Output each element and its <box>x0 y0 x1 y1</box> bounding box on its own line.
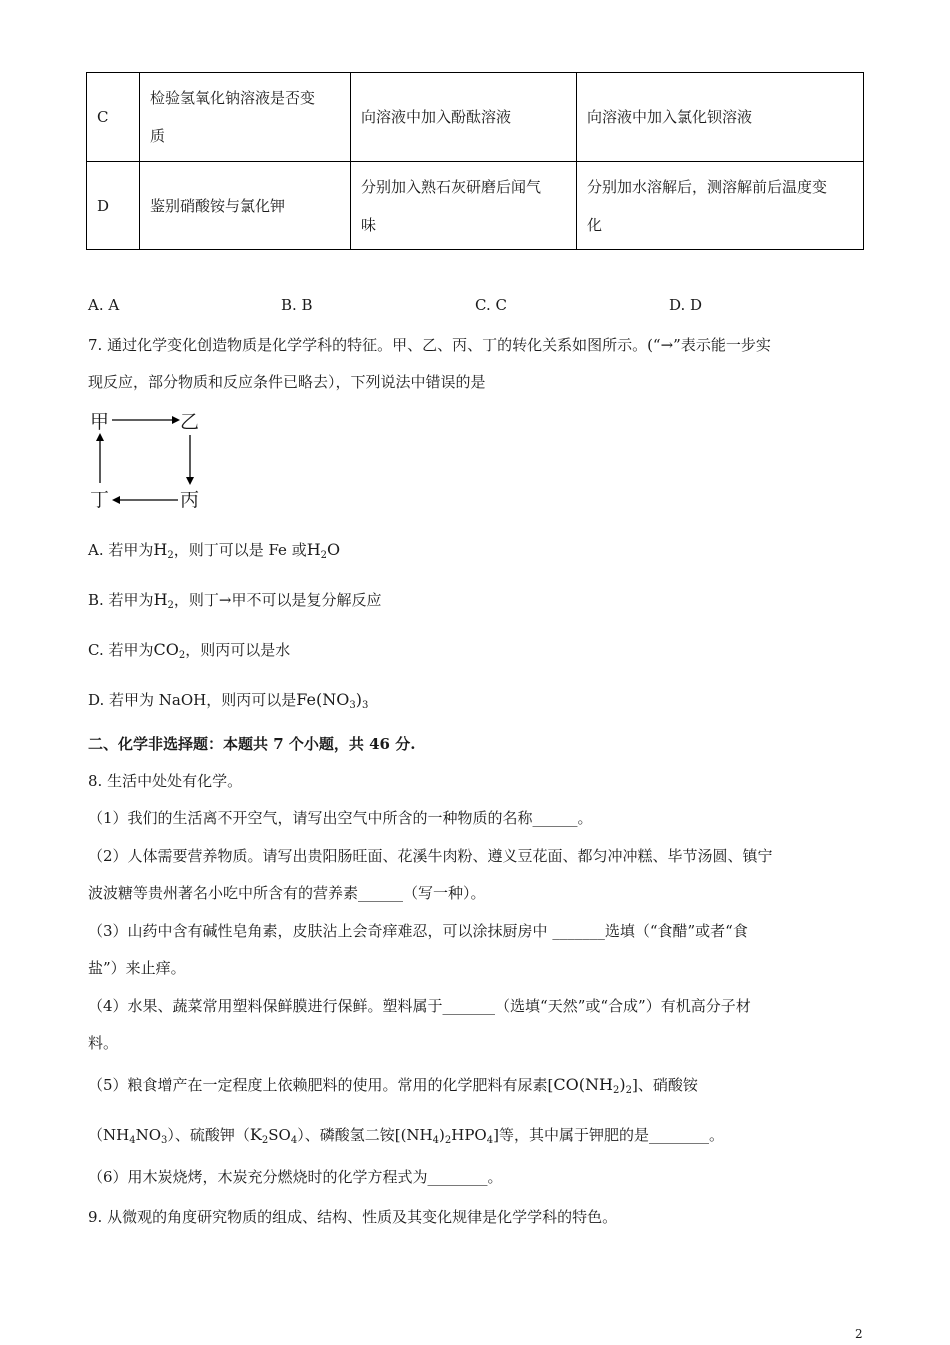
node-jia: 甲 <box>90 411 110 433</box>
cell-line: 质 <box>150 127 166 145</box>
conversion-diagram <box>88 405 218 515</box>
page-number: 2 <box>855 1327 863 1341</box>
row-purpose: 鉴别硝酸铵与氯化钾 <box>140 162 351 250</box>
q8-part-2-line2: 波波糖等贵州著名小吃中所含有的营养素______（写一种）。 <box>88 884 486 902</box>
row-label: D <box>87 162 140 250</box>
row-label: C <box>87 73 140 162</box>
choice-b: B. B <box>281 296 313 314</box>
arrow-head <box>96 433 104 441</box>
q8-stem: 8. 生活中处处有化学。 <box>88 772 243 790</box>
node-yi: 乙 <box>180 411 200 433</box>
cell-line: 分别加入熟石灰研磨后闻气 <box>361 177 542 196</box>
row-method-2 <box>577 162 864 250</box>
q8-part-4-line1: （4）水果、蔬菜常用塑料保鲜膜进行保鲜。塑料属于_______（选填“天然”或“合成”）有机高分子材 <box>88 997 751 1015</box>
section-heading: 二、化学非选择题：本题共 7 个小题，共 46 分. <box>88 735 416 753</box>
q8-part-3-line1: （3）山药中含有碱性皂角素，皮肤沾上会奇痒难忍，可以涂抹厨房中 _______选填（“食醋”或者“食 <box>88 922 748 940</box>
q8-part-3-line2: 盐”）来止痒。 <box>88 959 186 977</box>
q7-stem-line2: 现反应，部分物质和反应条件已略去），下列说法中错误的是 <box>88 373 486 391</box>
q7-option-d: D. 若甲为 NaOH，则丙可以是$Fe(NO_3)_3$ <box>88 690 369 711</box>
table-row <box>87 162 864 250</box>
q8-part-5-line2: $(NH_4NO_3)$、硫酸钾$(K_2SO_4)$、磷酸氢二铵$[(NH_4)_2HPO_4]$等，其中属于钾肥的是________。 <box>88 1125 724 1146</box>
q8-part-2-line1: （2）人体需要营养物质。请写出贵阳肠旺面、花溪牛肉粉、遵义豆花面、都匀冲冲糕、毕节汤圆、镇宁 <box>88 847 773 865</box>
q7-option-a: A. 若甲为$H_2$，则丁可以是 Fe 或$H_2O$ <box>88 540 341 561</box>
options-table <box>86 72 864 250</box>
row-method-1 <box>351 162 577 250</box>
arrow-head <box>172 416 180 424</box>
choice-d: D. D <box>669 296 703 314</box>
arrow-head <box>186 477 194 485</box>
arrows <box>88 405 218 515</box>
row-method-1: 向溶液中加入酚酞溶液 <box>351 73 577 162</box>
arrow-head <box>112 496 120 504</box>
q8-part-5-line1: （5）粮食增产在一定程度上依赖肥料的使用。常用的化学肥料有尿素$[CO(NH_2)_2]$、硝酸铵 <box>88 1075 698 1096</box>
table-row <box>87 73 864 162</box>
q8-part-1: （1）我们的生活离不开空气，请写出空气中所含的一种物质的名称______。 <box>88 809 593 827</box>
choice-a: A. A <box>88 296 120 314</box>
node-bing: 丙 <box>180 489 200 511</box>
q7-option-b: B. 若甲为$H_2$，则丁→甲不可以是复分解反应 <box>88 590 382 611</box>
cell-line: 检验氢氧化钠溶液是否变 <box>150 89 316 107</box>
q8-part-4-line2: 料。 <box>88 1034 119 1052</box>
cell-line: 化 <box>587 215 603 234</box>
q7-option-c: C. 若甲为$CO_2$，则丙可以是水 <box>88 640 291 661</box>
cell-line: 分别加水溶解后，测溶解前后温度变 <box>587 177 828 196</box>
q8-part-6: （6）用木炭烧烤，木炭充分燃烧时的化学方程式为________。 <box>88 1168 503 1186</box>
cell-line: 味 <box>361 215 377 234</box>
q9-stem: 9. 从微观的角度研究物质的组成、结构、性质及其变化规律是化学学科的特色。 <box>88 1208 618 1226</box>
q7-stem-line1: 7. 通过化学变化创造物质是化学学科的特征。甲、乙、丙、丁的转化关系如图所示。(“→”表示能一步实 <box>88 336 771 354</box>
choice-c: C. C <box>475 296 507 314</box>
row-purpose <box>140 73 351 162</box>
node-ding: 丁 <box>90 489 110 511</box>
row-method-2: 向溶液中加入氯化钡溶液 <box>577 73 864 162</box>
